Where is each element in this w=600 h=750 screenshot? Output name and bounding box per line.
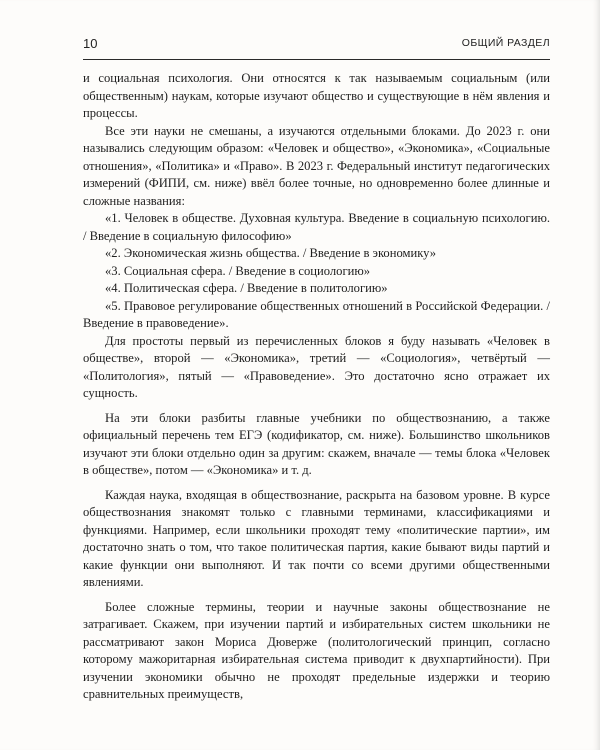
header-rule bbox=[83, 59, 550, 60]
block-list-item: «5. Правовое регулирование общественных отношений в Российской Федерации. / Введение в правоведение». bbox=[83, 298, 550, 330]
paragraph: На эти блоки разбиты главные учебники по обществознанию, а также официальный перечень тем ЕГЭ (кодификатор, см. ниже). Большинство школьников изучают эти блоки отдельно один за другим: скажем, вначале — темы блока «Человек в обществе», потом — «Экономика» и т. д. bbox=[83, 410, 550, 477]
body-text bbox=[83, 70, 550, 704]
paragraph-continuation: и социальная психология. Они относятся к так называемым социальным (или общественным) наукам, которые изучают общество и существующие в нём явления и процессы. bbox=[83, 71, 550, 120]
section-title: ОБЩИЙ РАЗДЕЛ bbox=[461, 37, 550, 49]
paragraph: Каждая наука, входящая в обществознание, раскрыта на базовом уровне. В курсе обществознания знакомят только с главными терминами, классификациями и функциями. Например, если школьники проходят тему «политические партии», им достаточно знать о том, что такое политическая партия, какие бывают виды партий и какие функции они выполняют. И так почти со всеми другими общественными явлениями. bbox=[83, 487, 550, 589]
paragraph: Для простоты первый из перечисленных блоков я буду называть «Человек в обществе», второй — «Экономика», третий — «Социология», четвёртый — «Политология», пятый — «Правоведение». Это достаточно ясно отражает их сущность. bbox=[83, 333, 550, 400]
paragraph: Более сложные термины, теории и научные законы обществознание не затрагивает. Скажем, при изучении партий и избирательных систем школьники не рассматривают закон Мориса Дюверже (политологический принцип, согласно которому мажоритарная избирательная система приводит к двухпартийности). При изучении экономики обычно не проходят предельные издержки и теорию сравнительных преимуществ, bbox=[83, 599, 550, 701]
running-head bbox=[83, 36, 550, 54]
block-list-item: «1. Человек в обществе. Духовная культура. Введение в социальную психологию. / Введение в социальную философию» bbox=[83, 211, 550, 243]
block-list-item: «3. Социальная сфера. / Введение в социологию» bbox=[105, 263, 371, 278]
page-number: 10 bbox=[83, 36, 98, 51]
block-list-item: «4. Политическая сфера. / Введение в политологию» bbox=[105, 281, 388, 295]
block-list-item: «2. Экономическая жизнь общества. / Введение в экономику» bbox=[105, 246, 437, 260]
paragraph: Все эти науки не смешаны, а изучаются отдельными блоками. До 2023 г. они назывались следующим образом: «Человек и общество», «Экономика», «Социальные отношения», «Политика» и «Право». В 2023 г. Федеральный институт педагогических измерений (ФИПИ, см. ниже) ввёл более точные, но одновременно более длинные и сложные названия: bbox=[83, 123, 550, 208]
